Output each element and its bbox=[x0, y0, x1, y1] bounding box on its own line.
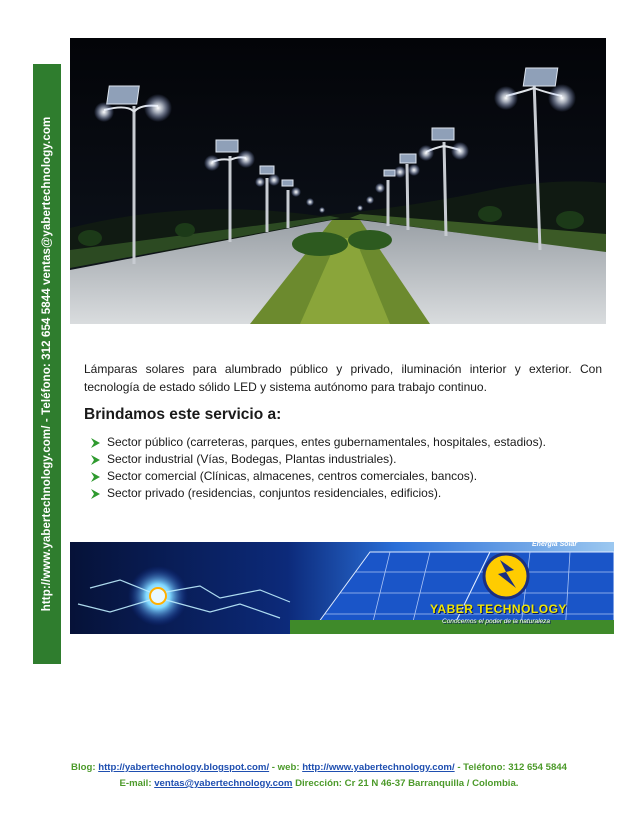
logo-tag: Energía Solar bbox=[532, 542, 578, 548]
service-item-label: Sector comercial (Clínicas, almacenes, centros comerciales, bancos). bbox=[107, 469, 478, 483]
hero-photo-solar-street-lights bbox=[70, 38, 606, 324]
footer-line-1 bbox=[0, 760, 638, 776]
arrow-bullet-icon bbox=[90, 437, 101, 449]
sidebar-contact-text: http://www.yabertechnology.com/ - Teléfono: 312 654 5844 ventas@yabertechnology.com bbox=[41, 116, 53, 612]
list-item bbox=[90, 468, 546, 485]
blog-link[interactable]: http://yabertechnology.blogspot.com/ bbox=[98, 762, 270, 773]
footer-line-2 bbox=[0, 776, 638, 792]
logo-slogan: Conocemos el poder de la naturaleza bbox=[442, 618, 551, 625]
blog-label: Blog: bbox=[71, 762, 96, 773]
service-item-label: Sector público (carreteras, parques, entes gubernamentales, hospitales, estadios). bbox=[107, 435, 546, 449]
services-list bbox=[90, 434, 546, 502]
list-item bbox=[90, 434, 546, 451]
service-item-label: Sector privado (residencias, conjuntos residenciales, edificios). bbox=[107, 486, 442, 500]
service-item-label: Sector industrial (Vías, Bodegas, Plantas industriales). bbox=[107, 452, 397, 466]
email-label: E-mail: bbox=[119, 778, 152, 789]
website-link[interactable]: http://www.yabertechnology.com/ bbox=[302, 762, 455, 773]
arrow-bullet-icon bbox=[90, 471, 101, 483]
arrow-bullet-icon bbox=[90, 488, 101, 500]
phone-text: - Teléfono: 312 654 5844 bbox=[457, 762, 567, 773]
services-heading: Brindamos este servicio a: bbox=[84, 406, 282, 423]
list-item bbox=[90, 485, 546, 502]
list-item bbox=[90, 451, 546, 468]
footer-contact bbox=[0, 760, 638, 792]
intro-paragraph: Lámparas solares para alumbrado público y privado, iluminación interior y exterior. Con tecnología de estado sólido LED y sistema autónomo para trabajo continuo. bbox=[84, 362, 602, 394]
email-link[interactable]: ventas@yabertechnology.com bbox=[154, 778, 293, 789]
arrow-bullet-icon bbox=[90, 454, 101, 466]
contact-sidebar bbox=[33, 64, 61, 664]
address-text: Dirección: Cr 21 N 46-37 Barranquilla / Colombia. bbox=[295, 778, 519, 789]
logo-name: YABER TECHNOLOGY bbox=[430, 602, 567, 616]
web-label: - web: bbox=[271, 762, 300, 773]
solar-energy-banner bbox=[70, 542, 614, 634]
